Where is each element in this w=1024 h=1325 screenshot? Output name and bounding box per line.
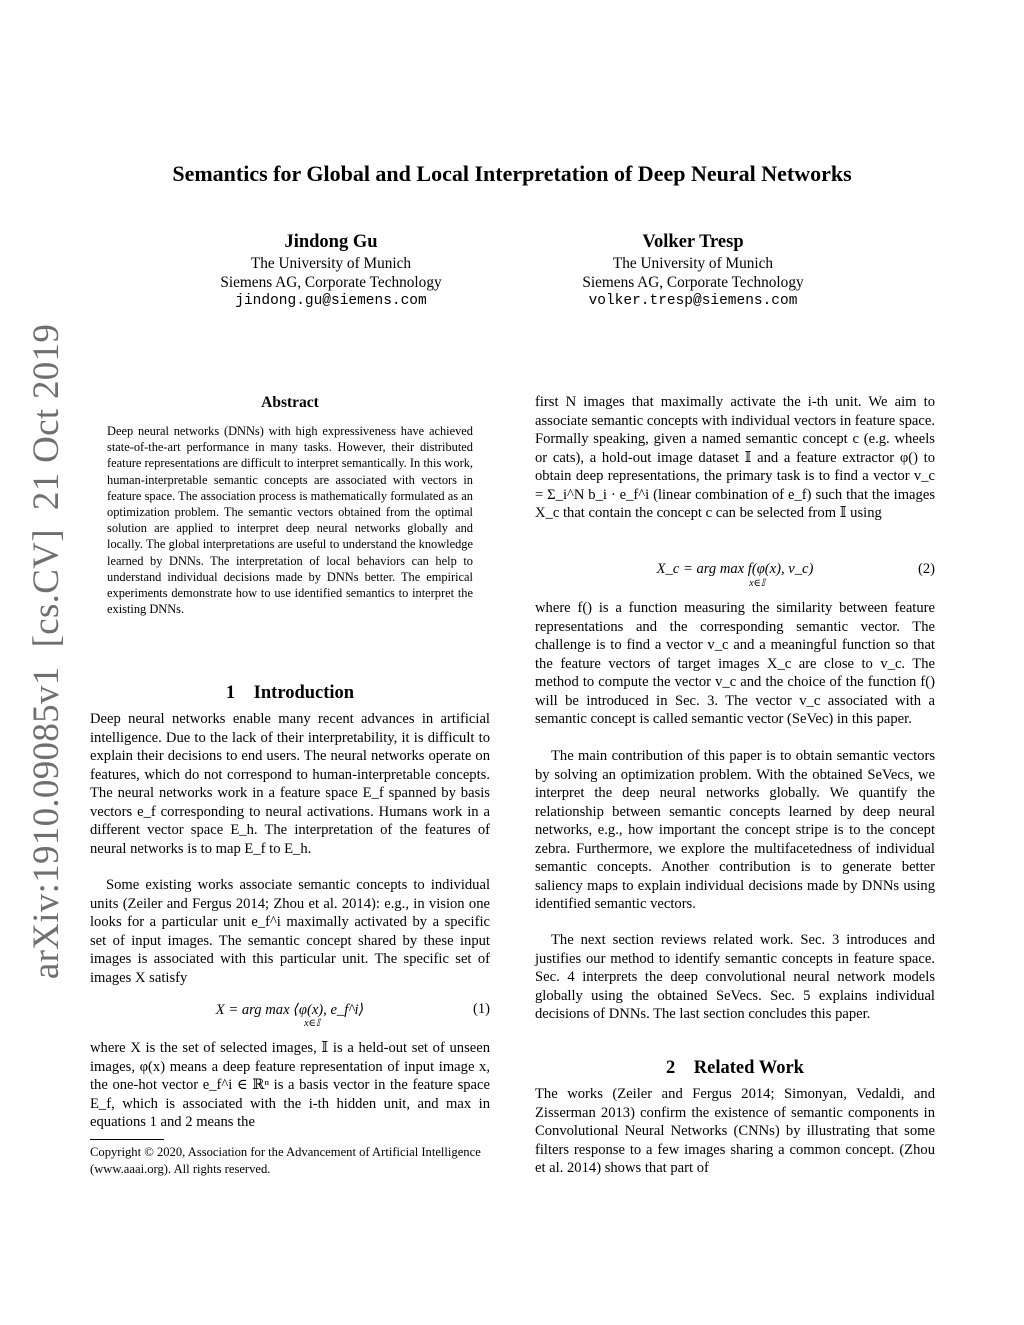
arxiv-identifier — [18, 323, 76, 979]
intro-paragraph-3: where X is the set of selected images, 𝕀 is a held-out set of unseen images, φ(x) means a deep feature representation of input image x, the one-hot vector e_f^i ∈ ℝⁿ is a basis vector in the feature space E_f, which is associated with the i-th hidden unit, and max in equations 1 and 2 means the — [90, 1040, 490, 1130]
right-paragraph-2: where f() is a function measuring the similarity between feature representations and the corresponding semantic vector. The challenge is to find a vector v_c and a meaningful function so that the feature vectors of target images X_c are close to v_c. The method to compute the vector v_c and the choice of the function f() will be introduced in Sec. 3. The vector v_c associated with a semantic concept is called semantic vector (SeVec) in this paper. — [535, 600, 935, 727]
equation-2-number: (2) — [917, 561, 935, 577]
footnote-divider — [90, 1139, 164, 1140]
copyright-footnote: Copyright © 2020, Association for the Advancement of Artificial Intelligence (www.aaai.org). All rights reserved. — [90, 1145, 481, 1176]
author-affiliation: Siemens AG, Corporate Technology — [220, 274, 442, 291]
author-block-1 — [166, 230, 496, 311]
author-name: Jindong Gu — [284, 232, 378, 252]
right-paragraph-3: The main contribution of this paper is to obtain semantic vectors by solving an optimization problem. With the obtained SeVecs, we interpret the deep neural networks globally. We quantify the relationship between semantic concepts learned by deep neural networks, e.g., how important the concept stripe is to the concept zebra. Furthermore, we explore the multifacetedness of individual semantic concepts. Another contribution is to generate better saliency maps to explain individual decisions made by DNNs using identified semantic vectors. — [535, 748, 935, 912]
section-heading-introduction: 1 Introduction — [225, 683, 355, 703]
abstract-heading: Abstract — [261, 394, 319, 411]
equation-2-subscript: x∈𝕀 — [749, 578, 765, 589]
equation-1 — [90, 1001, 490, 1031]
author-email: jindong.gu@siemens.com — [235, 293, 427, 309]
equation-1-expression: X = arg max ⟨φ(x), e_f^i⟩ — [215, 1002, 365, 1018]
author-affiliation: The University of Munich — [612, 255, 774, 272]
intro-paragraph-2: Some existing works associate semantic concepts to individual units (Zeiler and Fergus 2014; Zhou et al. 2014): e.g., in vision one looks for a particular unit e_f^i maximally activated by a specific set of input images. The semantic concept shared by these input images is associated with this particular unit. The specific set of images X satisfy — [90, 877, 490, 986]
author-email: volker.tresp@siemens.com — [588, 293, 798, 309]
right-paragraph-4: The next section reviews related work. Sec. 3 introduces and justifies our method to identify semantic concepts in feature space. Sec. 4 interprets the deep convolutional neural network models globally using the obtained SeVecs. Sec. 5 explains individual decisions of DNNs. The last section concludes this paper. — [535, 932, 935, 1022]
author-affiliation: Siemens AG, Corporate Technology — [582, 274, 804, 291]
right-paragraph-1: first N images that maximally activate the i-th unit. We aim to associate semantic concepts with individual vectors in feature space. Formally speaking, given a named semantic concept c (e.g. wheels or cats), a hold-out image dataset 𝕀 and a feature extractor φ() to obtain deep representations, the primary task is to find a vector v_c = Σ_i^N b_i · e_f^i (linear combination of e_f) such that the images X_c that contain the concept c can be selected from 𝕀 using — [535, 394, 935, 521]
author-affiliation: The University of Munich — [250, 255, 412, 272]
author-name: Volker Tresp — [642, 232, 744, 252]
arxiv-identifier-text: arXiv:1910.09085v1 [cs.CV] 21 Oct 2019 — [26, 323, 68, 979]
equation-2-expression: X_c = arg max f(φ(x), v_c) — [656, 561, 814, 577]
author-block-2 — [528, 230, 858, 311]
related-work-paragraph-1: The works (Zeiler and Fergus 2014; Simonyan, Vedaldi, and Zisserman 2013) confirm the existence of semantic components in Convolutional Neural Networks (CNNs) by illustrating that some filters response to a few images sharing a common concept. (Zhou et al. 2014) shows that part of — [535, 1086, 935, 1176]
equation-1-subscript: x∈𝕀 — [304, 1018, 320, 1029]
equation-1-number: (1) — [472, 1001, 490, 1017]
abstract-text: Deep neural networks (DNNs) with high expressiveness have achieved state-of-the-art performance in many tasks. However, their distributed feature representations are difficult to interpret semantically. In this work, human-interpretable semantic concepts are associated with vectors in feature space. The association process is mathematically formulated as an optimization problem. The semantic vectors obtained from the optimal solution are applied to interpret deep neural networks globally and locally. The global interpretations are useful to understand the knowledge learned by DNNs. The interpretation of local behaviors can help to understand individual decisions made by DNNs better. The empirical experiments demonstrate how to use identified semantics to interpret the existing DNNs. — [107, 424, 473, 617]
equation-2 — [535, 561, 935, 591]
intro-paragraph-1: Deep neural networks enable many recent advances in artificial intelligence. Due to the lack of their interpretability, it is difficult to explain their decisions to end users. The neural networks operate on features, which do not correspond to human-interpretable concepts. The neural networks work in a feature space E_f spanned by basis vectors e_f corresponding to neural activations. Humans work in a different vector space E_h. The interpretation of the features of neural networks is to map E_f to E_h. — [90, 711, 490, 857]
section-heading-related-work: 2 Related Work — [666, 1058, 804, 1078]
paper-title: Semantics for Global and Local Interpretation of Deep Neural Networks — [172, 161, 852, 186]
